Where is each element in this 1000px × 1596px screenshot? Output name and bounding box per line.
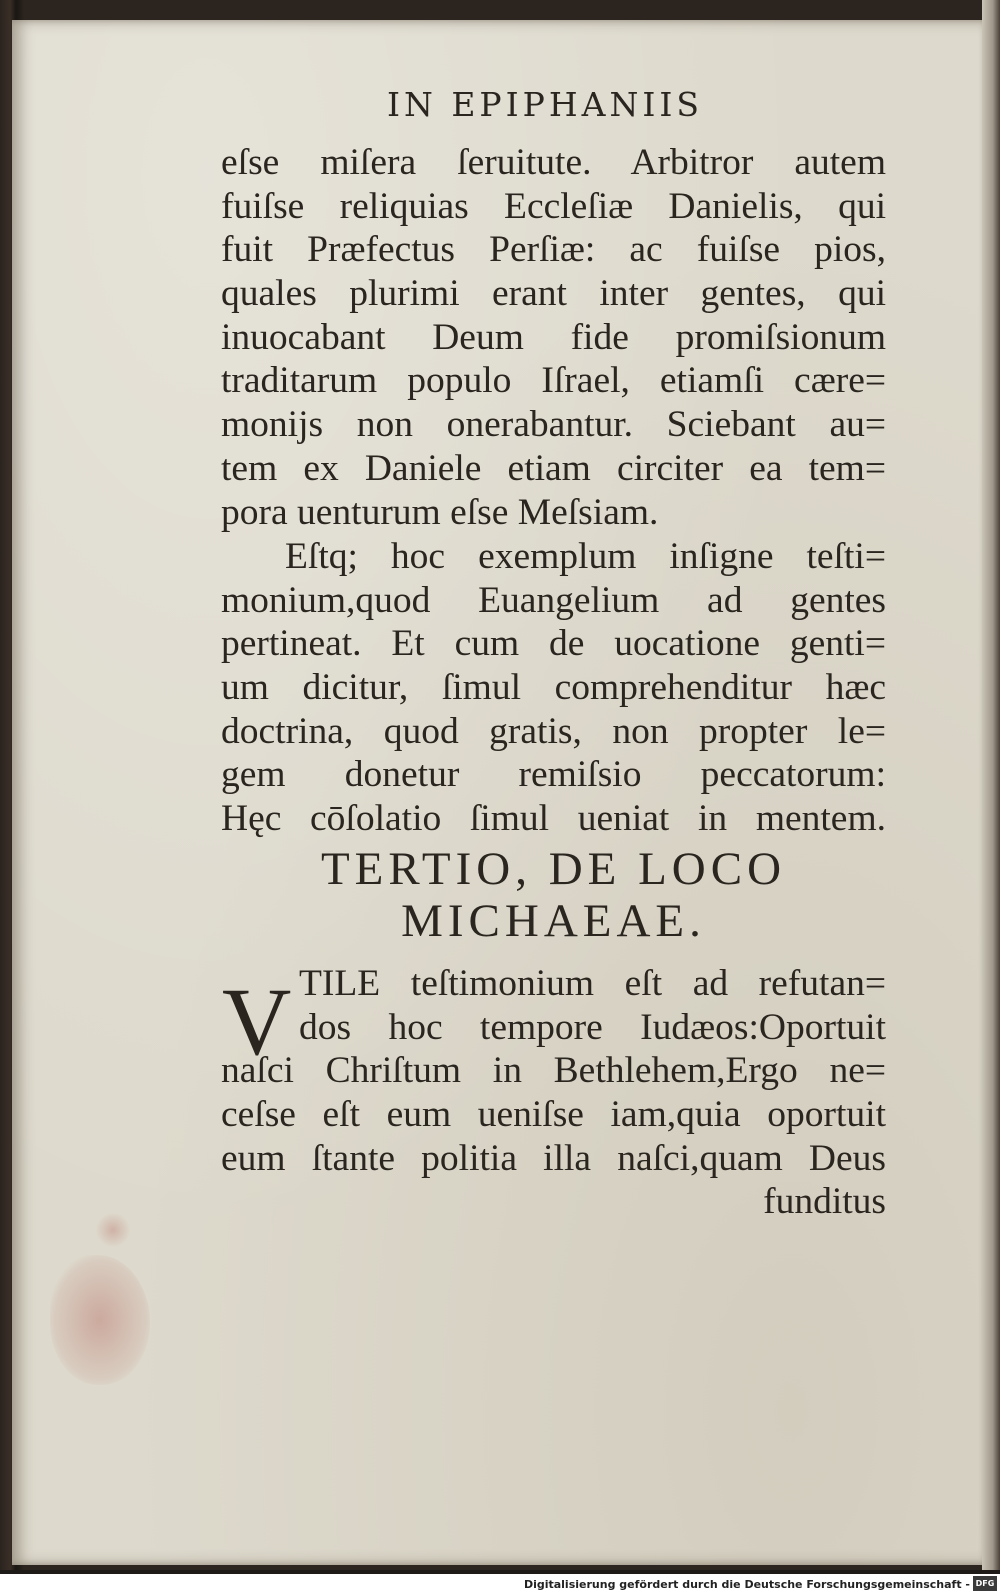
drop-cap: V bbox=[222, 968, 292, 1075]
heading-line: MICHAEAE. bbox=[401, 895, 706, 947]
text-line: naſci Chriſtum in Bethlehem,Ergo ne= bbox=[221, 1050, 886, 1092]
text-line: eum ſtante politia illa naſci,quam Deus bbox=[221, 1137, 886, 1179]
text-line: fuit Præfectus Perſiæ: ac fuiſse pios, bbox=[221, 229, 886, 271]
heading-line: TERTIO, DE LOCO bbox=[320, 843, 787, 895]
text-line: monijs non onerabantur. Sciebant au= bbox=[221, 404, 886, 446]
text-line: monium,quod Euangelium ad gentes bbox=[221, 579, 886, 621]
paragraph-2 bbox=[221, 535, 886, 841]
text-line: TILE teſtimonium eſt ad refutan= bbox=[299, 963, 886, 1004]
text-line: Eſtq; hoc exemplum inſigne teſti= bbox=[285, 536, 886, 577]
text-line: pertineat. Et cum de uocatione genti= bbox=[221, 623, 886, 665]
page-edge bbox=[982, 0, 1000, 1570]
text-line: inuocabant Deum fide promiſsionum bbox=[221, 316, 886, 358]
text-line: um dicitur, ſimul comprehenditur hæc bbox=[221, 667, 886, 709]
section-heading bbox=[221, 843, 886, 947]
text-line: fuiſse reliquias Eccleſiæ Danielis, qui bbox=[221, 185, 886, 227]
text-line: traditarum populo Iſrael, etiamſi cære= bbox=[221, 360, 886, 402]
catchword: funditus bbox=[763, 1181, 886, 1223]
stain-mark-small bbox=[95, 1213, 131, 1247]
text-line: dos hoc tempore Iudæos:Oportuit bbox=[299, 1006, 886, 1048]
text-line: quales plurimi erant inter gentes, qui bbox=[221, 273, 886, 315]
text-line: eſse miſera ſeruitute. Arbitror autem bbox=[221, 142, 886, 183]
dfg-logo: DFG bbox=[973, 1576, 997, 1591]
paragraph-1 bbox=[221, 141, 886, 534]
text-line: ceſse eſt eum ueniſse iam,quia oportuit bbox=[221, 1094, 886, 1136]
text-line: tem ex Daniele etiam circiter ea tem= bbox=[221, 447, 886, 489]
footer-credit: Digitalisierung gefördert durch die Deutsche Forschungsgemeinschaft - bbox=[523, 1578, 970, 1591]
stain-mark bbox=[50, 1255, 150, 1385]
text-line: pora uenturum eſse Meſsiam. bbox=[221, 491, 659, 533]
text-line: gem donetur remiſsio peccatorum: bbox=[221, 754, 886, 796]
text-line: doctrina, quod gratis, non propter le= bbox=[221, 710, 886, 752]
paragraph-3 bbox=[221, 962, 886, 1224]
text-line: Hęc cōſolatio ſimul ueniat in mentem. bbox=[221, 798, 886, 840]
running-head: IN EPIPHANIIS bbox=[386, 85, 704, 124]
